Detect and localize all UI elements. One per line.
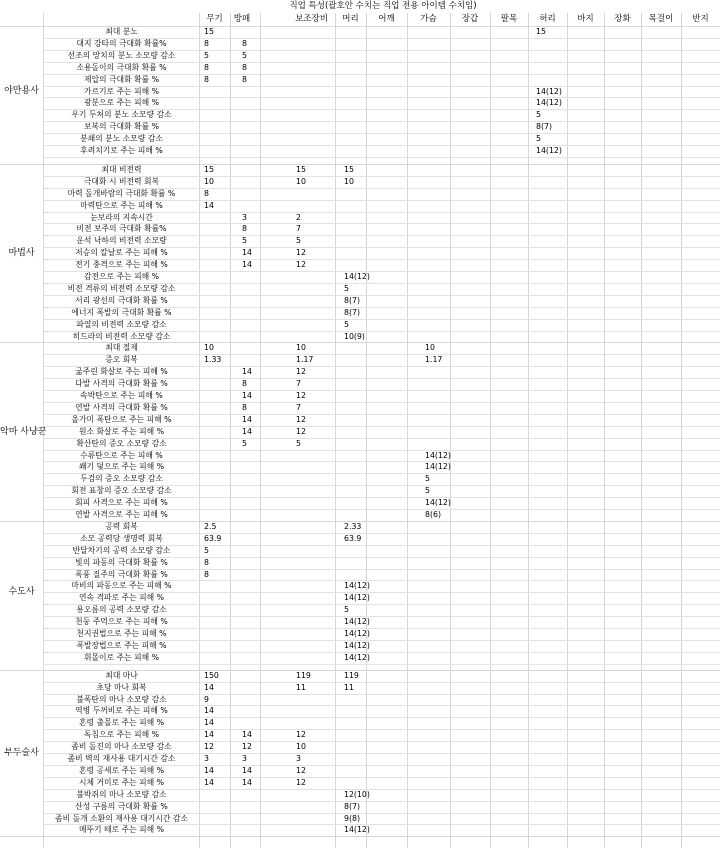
value-cell: 8 [242, 402, 247, 412]
value-cell: 3 [242, 212, 247, 222]
value-cell: 2.33 [344, 521, 362, 531]
trait-label: 최대 비전력 [101, 164, 142, 174]
trait-label: 확산탄의 증오 소모량 감소 [76, 438, 167, 448]
table-row [0, 729, 720, 741]
value-cell: 3 [296, 754, 301, 763]
trait-label: 역병 두꺼비로 주는 피해 % [75, 706, 168, 716]
value-cell: 15 [204, 164, 214, 174]
trait-label: 휘몰이로 주는 피해 % [83, 652, 160, 662]
table-row [0, 628, 720, 640]
class-label: 마법사 [8, 248, 35, 259]
table-row [0, 295, 720, 307]
value-cell: 8 [204, 62, 209, 72]
table-row [0, 557, 720, 569]
value-cell: 12 [204, 742, 214, 752]
table-row [0, 133, 720, 145]
value-cell: 12 [296, 426, 306, 436]
value-cell: 14(12) [536, 98, 562, 108]
value-cell: 14 [242, 260, 252, 270]
value-cell: 5 [344, 605, 349, 615]
trait-label: 저승의 칼날로 주는 피해 % [75, 248, 168, 258]
trait-label: 불박쥐의 마나 소모량 감소 [76, 789, 167, 799]
value-cell: 14(12) [344, 617, 370, 627]
trait-label: 공력 회복 [105, 521, 138, 531]
value-cell: 5 [536, 134, 541, 144]
trait-label: 올가미 폭탄으로 주는 피해 % [71, 414, 172, 424]
value-cell: 8(7) [344, 295, 361, 305]
value-cell: 14 [204, 682, 214, 692]
column-header: 반지 [692, 14, 709, 24]
value-cell: 2.5 [204, 521, 217, 531]
table-row [0, 414, 720, 426]
table-row [0, 592, 720, 604]
value-cell: 15 [536, 27, 546, 36]
table-row [0, 741, 720, 753]
table-row [0, 307, 720, 319]
trait-label: 연속 격파로 주는 피해 % [78, 593, 165, 603]
trait-label: 최대 절제 [105, 343, 138, 353]
value-cell: 8 [242, 224, 247, 234]
value-cell: 10 [204, 176, 214, 186]
value-cell: 14(12) [344, 825, 370, 835]
column-header: 바지 [577, 14, 594, 24]
trait-label: 선조의 망치의 분노 소모량 감소 [67, 50, 176, 60]
trait-label: 파열의 비전력 소모량 감소 [76, 319, 167, 329]
table-row [0, 188, 720, 200]
table-row [0, 717, 720, 729]
value-cell: 5 [242, 50, 247, 60]
value-cell: 10 [296, 176, 306, 186]
trait-label: 초당 마나 회복 [96, 682, 147, 692]
table-row [0, 402, 720, 414]
trait-label: 메뚜기 떼로 주는 피해 % [78, 825, 165, 835]
class-label: 부두술사 [4, 748, 39, 758]
trait-label: 눈보라의 지속시간 [90, 212, 153, 222]
value-cell: 14 [204, 777, 214, 787]
table-row [0, 235, 720, 247]
table-row [0, 121, 720, 133]
table-row [0, 824, 720, 836]
table-row [0, 259, 720, 271]
value-cell: 14 [242, 730, 252, 740]
table-row [0, 378, 720, 390]
trait-label: 쐐기 덫으로 주는 피해 % [78, 462, 165, 472]
value-cell: 5 [425, 474, 430, 484]
value-cell: 5 [344, 283, 349, 293]
trait-label: 소용돌이의 극대화 확률 % [76, 62, 167, 72]
class-label: 수도사 [8, 587, 35, 598]
column-header: 허리 [539, 14, 556, 24]
table-row [0, 50, 720, 62]
trait-label: 연발 사격의 극대화 확률 % [75, 402, 168, 412]
table-row [0, 438, 720, 450]
value-cell: 5 [242, 438, 247, 448]
trait-label: 소모 공력당 생명력 회복 [80, 533, 163, 543]
value-cell: 10 [296, 343, 306, 353]
table-row [0, 694, 720, 706]
value-cell: 12 [296, 260, 306, 270]
trait-label: 천둥 주먹으로 주는 피해 % [75, 617, 168, 627]
grid-row-line [43, 157, 720, 158]
value-cell: 119 [344, 670, 359, 680]
table-row [0, 813, 720, 825]
trait-label: 분쇄의 분노 소모량 감소 [80, 134, 163, 144]
value-cell: 119 [296, 670, 311, 680]
value-cell: 10 [204, 343, 214, 353]
value-cell: 8(7) [344, 307, 361, 317]
value-cell: 15 [204, 27, 214, 36]
trait-label: 천지권법으로 주는 피해 % [76, 629, 167, 638]
value-cell: 12 [296, 777, 306, 787]
value-cell: 5 [242, 236, 247, 246]
value-cell: 14(12) [344, 581, 370, 591]
column-header: 팔목 [500, 14, 518, 24]
trait-label: 가르기로 주는 피해 % [83, 86, 160, 96]
value-cell: 10(9) [344, 331, 365, 341]
table-row [0, 145, 720, 157]
value-cell: 8 [204, 74, 209, 84]
value-cell: 2 [296, 212, 301, 222]
trait-label: 마비의 파동으로 주는 피해 % [71, 581, 172, 591]
trait-label: 용오름의 공력 소모량 감소 [76, 605, 167, 615]
value-cell: 5 [536, 110, 541, 120]
table-row [0, 331, 720, 343]
table-row [0, 390, 720, 402]
table-row [0, 473, 720, 485]
value-cell: 5 [204, 545, 209, 555]
value-cell: 10 [344, 176, 354, 186]
sheet-title: 직업 특성(괄호안 수치는 직업 전용 아이템 수치임) [289, 1, 477, 11]
trait-label: 혼령 출몰로 주는 피해 % [78, 718, 165, 728]
value-cell: 12(10) [344, 789, 370, 799]
value-cell: 8(7) [344, 801, 361, 811]
trait-label: 대지 강타의 극대화 확률% [76, 38, 167, 48]
value-cell: 11 [344, 682, 354, 692]
column-header: 머리 [342, 14, 359, 24]
value-cell: 10 [425, 343, 435, 353]
value-cell: 14 [204, 706, 214, 716]
value-cell: 1.17 [296, 355, 314, 365]
table-row [0, 62, 720, 74]
value-cell: 14 [204, 765, 214, 775]
trait-label: 보복의 극대화 확률 % [83, 122, 160, 132]
table-row [0, 580, 720, 592]
column-header: 장화 [614, 14, 631, 24]
trait-label: 히드라의 비전력 소모량 감소 [72, 331, 171, 341]
trait-label: 마력 돌개바람의 극대화 확률 % [67, 188, 176, 198]
trait-label: 좀비 돌개 소환의 재사용 대기시간 감소 [55, 813, 188, 823]
trait-label: 에너지 폭발의 극대화 확률 % [71, 307, 172, 317]
value-cell: 12 [296, 730, 306, 740]
trait-label: 후려치기로 주는 피해 % [80, 146, 163, 155]
column-header: 어깨 [378, 14, 395, 24]
value-cell: 14 [204, 730, 214, 740]
table-row [0, 212, 720, 224]
value-cell: 8 [204, 188, 209, 198]
value-cell: 15 [296, 164, 306, 174]
table-row [0, 533, 720, 545]
trait-label: 서리 광선의 극대화 확률 % [75, 295, 168, 305]
value-cell: 15 [344, 164, 354, 174]
table-row [0, 26, 720, 38]
value-cell: 14(12) [344, 272, 370, 281]
value-cell: 7 [296, 402, 301, 412]
table-row [0, 777, 720, 789]
value-cell: 14(12) [344, 652, 370, 662]
value-cell: 8 [204, 38, 209, 48]
table-row [0, 789, 720, 801]
value-cell: 8 [204, 569, 209, 579]
value-cell: 12 [296, 367, 306, 377]
table-row [0, 86, 720, 98]
value-cell: 5 [296, 438, 301, 448]
value-cell: 14(12) [344, 629, 370, 638]
trait-label: 비전 보주의 극대화 확률% [76, 224, 167, 234]
trait-label: 폭발장법으로 주는 피해 % [76, 640, 167, 650]
table-row [0, 545, 720, 557]
trait-label: 폭풍 질주의 극대화 확률 % [75, 569, 168, 579]
table-row [0, 354, 720, 366]
value-cell: 9 [204, 694, 209, 704]
value-cell: 14(12) [536, 146, 562, 155]
column-header: 가슴 [420, 14, 437, 24]
table-row [0, 247, 720, 259]
value-cell: 150 [204, 670, 219, 680]
trait-label: 혼령 공세로 주는 피해 % [78, 765, 165, 775]
table-row [0, 509, 720, 521]
table-row [0, 640, 720, 652]
table-row [0, 319, 720, 331]
value-cell: 14 [242, 367, 252, 377]
trait-label: 시체 거미로 주는 피해 % [78, 777, 165, 787]
table-row [0, 200, 720, 212]
trait-label: 다발 사격의 극대화 확률 % [75, 379, 168, 389]
table-row [0, 283, 720, 295]
table-row [0, 450, 720, 462]
value-cell: 1.17 [425, 355, 443, 365]
value-cell: 63.9 [344, 533, 362, 543]
value-cell: 1.33 [204, 355, 222, 365]
table-row [0, 97, 720, 109]
table-row [0, 109, 720, 121]
trait-label: 독침으로 주는 피해 % [83, 730, 160, 740]
trait-label: 수류탄으로 주는 피해 % [80, 450, 163, 460]
value-cell: 8 [242, 379, 247, 389]
value-cell: 7 [296, 224, 301, 234]
trait-label: 운석 낙하의 비전력 소모량 [76, 236, 167, 246]
class-label: 악마 사냥꾼 [0, 426, 47, 437]
column-header: 보조장비 [295, 14, 328, 24]
value-cell: 8(6) [425, 510, 442, 519]
table-row [0, 652, 720, 664]
value-cell: 14 [204, 718, 214, 728]
grid-row-line [43, 664, 720, 665]
value-cell: 8(7) [536, 122, 553, 132]
trait-label: 산성 구름의 극대화 확률 % [75, 801, 168, 811]
value-cell: 14 [242, 426, 252, 436]
table-row [0, 176, 720, 188]
trait-label: 마력탄으로 주는 피해 % [80, 200, 163, 210]
table-row [0, 223, 720, 235]
table-row [0, 271, 720, 283]
table-row [0, 74, 720, 86]
value-cell: 12 [296, 391, 306, 400]
trait-label: 증오 회복 [105, 355, 138, 365]
value-cell: 14(12) [425, 462, 451, 472]
trait-label: 속박탄으로 주는 피해 % [80, 391, 163, 400]
table-row [0, 801, 720, 813]
value-cell: 14(12) [425, 498, 451, 508]
value-cell: 14 [242, 248, 252, 258]
trait-label: 감전으로 주는 피해 % [83, 272, 160, 281]
value-cell: 14(12) [425, 450, 451, 460]
trait-label: 최대 마나 [105, 670, 138, 680]
trait-label: 우기 두쳐의 분노 소모량 감소 [71, 110, 172, 120]
table-row [0, 342, 720, 354]
value-cell: 5 [344, 319, 349, 329]
trait-label: 불폭탄의 마나 소모량 감소 [76, 694, 167, 704]
table-row [0, 682, 720, 694]
table-row [0, 485, 720, 497]
column-header: 장갑 [461, 14, 479, 24]
value-cell: 12 [296, 765, 306, 775]
value-cell: 5 [204, 50, 209, 60]
value-cell: 12 [242, 742, 252, 752]
value-cell: 7 [296, 379, 301, 389]
table-row [0, 604, 720, 616]
table-row [0, 38, 720, 50]
trait-label: 전기 충격으로 주는 피해 % [75, 260, 168, 270]
trait-label: 원소 화살로 주는 피해 % [78, 426, 165, 436]
table-row [0, 569, 720, 581]
trait-label: 회전 표창의 증오 소모량 감소 [71, 486, 172, 496]
value-cell: 63.9 [204, 533, 222, 543]
value-cell: 12 [296, 248, 306, 258]
value-cell: 14(12) [536, 86, 562, 96]
value-cell: 14(12) [344, 593, 370, 603]
class-separator [0, 836, 720, 837]
table-row [0, 616, 720, 628]
table-row [0, 164, 720, 176]
table-row [0, 366, 720, 378]
trait-label: 굶주린 화살로 주는 피해 % [75, 367, 168, 377]
value-cell: 14(12) [344, 640, 370, 650]
table-row [0, 670, 720, 682]
value-cell: 9(8) [344, 813, 361, 823]
trait-label: 좀비 돌진의 마나 소모량 감소 [71, 742, 172, 752]
trait-label: 극대화 시 비전력 회복 [83, 176, 160, 186]
trait-label: 빛의 파동의 극대화 확률 % [75, 557, 168, 567]
trait-label: 최대 분노 [105, 27, 138, 36]
trait-label: 회피 사격으로 주는 피해 % [75, 498, 168, 508]
value-cell: 14 [204, 200, 214, 210]
column-header: 방패 [233, 14, 251, 24]
table-row [0, 521, 720, 533]
class-label: 야만용사 [4, 86, 39, 97]
value-cell: 11 [296, 682, 306, 692]
value-cell: 8 [204, 557, 209, 567]
value-cell: 8 [242, 62, 247, 72]
trait-label: 비전 격류의 비전력 소모량 감소 [67, 283, 176, 293]
value-cell: 14 [242, 777, 252, 787]
value-cell: 5 [425, 486, 430, 496]
table-row [0, 426, 720, 438]
trait-label: 제압의 극대화 확률 % [83, 74, 160, 84]
value-cell: 8 [242, 38, 247, 48]
value-cell: 8 [242, 74, 247, 84]
trait-label: 반달차기의 공력 소모량 감소 [72, 545, 171, 555]
trait-label: 연발 사격으로 주는 피해 % [75, 510, 168, 519]
value-cell: 12 [296, 414, 306, 424]
column-header: 무기 [206, 14, 223, 24]
trait-label: 두검의 증오 소모량 감소 [80, 474, 163, 484]
trait-label: 좀비 벽의 재사용 대기시간 감소 [67, 754, 176, 763]
value-cell: 5 [296, 236, 301, 246]
value-cell: 14 [242, 765, 252, 775]
trait-label: 광분으로 주는 피해 % [83, 98, 160, 108]
value-cell: 14 [242, 414, 252, 424]
table-row [0, 705, 720, 717]
value-cell: 3 [204, 754, 209, 763]
table-row [0, 753, 720, 765]
column-header: 목걸이 [648, 14, 674, 24]
table-row [0, 461, 720, 473]
table-row [0, 497, 720, 509]
value-cell: 3 [242, 754, 247, 763]
value-cell: 14 [242, 391, 252, 400]
table-row [0, 765, 720, 777]
value-cell: 10 [296, 742, 306, 752]
